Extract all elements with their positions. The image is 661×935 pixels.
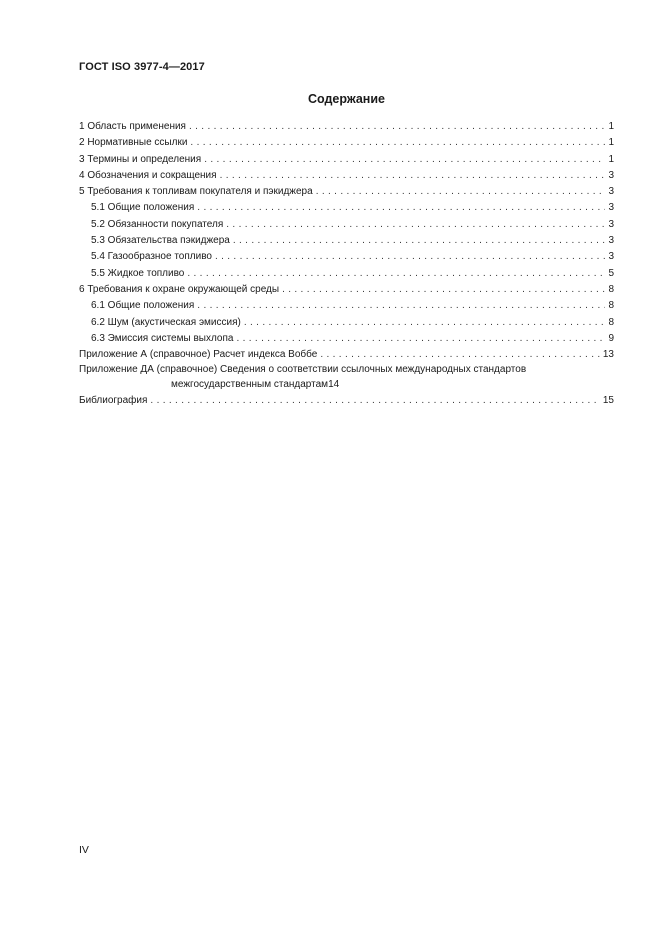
toc-entry-label-line2: межгосударственным стандартам: [171, 379, 329, 391]
toc-leader-dots: [233, 233, 605, 249]
toc-leader-dots: [204, 152, 605, 168]
toc-entry-page: 3: [608, 235, 614, 247]
toc-subentry[interactable]: [79, 331, 614, 347]
toc-entry-page: 3: [608, 251, 614, 263]
toc-entry-label: 5.5 Жидкое топливо: [91, 267, 185, 279]
toc-entry-label: 6.2 Шум (акустическая эмиссия): [91, 316, 241, 328]
toc-entry-page: 8: [608, 283, 614, 295]
toc-entry-label: Приложение А (справочное) Расчет индекса Воббе: [79, 349, 318, 361]
toc-entry[interactable]: [79, 119, 614, 135]
toc-entry-label: 1 Область применения: [79, 121, 186, 132]
toc-leader-dots: [236, 331, 605, 347]
toc-subentry[interactable]: [79, 298, 614, 314]
toc-entry-label: 5.3 Обязательства пэкиджера: [91, 235, 230, 247]
toc-entry-label-line1: Приложение ДА (справочное) Сведения о соответствии ссылочных международных стандартов: [79, 364, 527, 376]
toc-subentry[interactable]: [79, 249, 614, 265]
toc-entry-label: 5.2 Обязанности покупателя: [91, 218, 224, 230]
toc-entry-label: 6 Требования к охране окружающей среды: [79, 283, 280, 295]
toc-leader-dots: [150, 393, 599, 409]
toc-entry-page: 3: [608, 202, 614, 214]
toc-entry-page: 3: [608, 186, 614, 198]
toc-entry-page: 8: [608, 316, 614, 328]
toc-leader-dots: [220, 168, 605, 184]
toc-subentry[interactable]: [79, 266, 614, 282]
toc-leader-dots: [226, 217, 605, 233]
toc-entry-label: 6.3 Эмиссия системы выхлопа: [91, 332, 234, 344]
toc-entry-page: 5: [608, 267, 614, 279]
toc-entry[interactable]: [79, 152, 614, 168]
toc-entry-page: 1: [608, 121, 614, 132]
table-of-contents: [79, 119, 614, 410]
toc-leader-dots: [244, 315, 605, 331]
toc-leader-dots: [215, 249, 605, 265]
toc-entry-label: 4 Обозначения и сокращения: [79, 169, 217, 181]
toc-entry-label: 3 Термины и определения: [79, 153, 202, 165]
toc-entry[interactable]: [79, 184, 614, 200]
toc-entry-label: 2 Нормативные ссылки: [79, 137, 188, 149]
toc-entry-page: 9: [608, 332, 614, 344]
toc-subentry[interactable]: [79, 200, 614, 216]
toc-leader-dots: [197, 298, 605, 314]
toc-entry[interactable]: [79, 282, 614, 298]
toc-entry-page: 1: [608, 153, 614, 165]
page-number: IV: [79, 844, 89, 856]
document-header: ГОСТ ISO 3977-4—2017: [79, 61, 205, 73]
toc-leader-dots: [190, 135, 605, 151]
toc-subentry[interactable]: [79, 217, 614, 233]
toc-subentry[interactable]: [79, 315, 614, 331]
toc-entry-page: 8: [608, 300, 614, 312]
toc-entry-page: 15: [602, 395, 614, 407]
toc-entry-page: 14: [328, 379, 340, 391]
toc-leader-dots: [320, 347, 600, 363]
toc-entry-label: 6.1 Общие положения: [91, 300, 195, 312]
toc-leader-dots: [282, 282, 605, 298]
toc-entry[interactable]: [79, 135, 614, 151]
toc-entry-label: 5.1 Общие положения: [91, 202, 195, 214]
toc-entry-page: 3: [608, 169, 614, 181]
toc-leader-dots: [187, 266, 605, 282]
toc-entry-page: 3: [608, 218, 614, 230]
toc-entry-appendix-da[interactable]: [79, 363, 614, 393]
toc-entry-label: Библиография: [79, 395, 148, 407]
toc-entry-continuation: [79, 377, 614, 393]
toc-entry-page: 1: [608, 137, 614, 149]
toc-entry-appendix-a[interactable]: [79, 347, 614, 363]
toc-title: Содержание: [307, 92, 385, 106]
toc-leader-dots: [189, 119, 605, 135]
toc-entry-label: 5.4 Газообразное топливо: [91, 251, 212, 263]
toc-subentry[interactable]: [79, 233, 614, 249]
toc-entry-bibliography[interactable]: [79, 393, 614, 409]
toc-leader-dots: [316, 184, 605, 200]
toc-entry[interactable]: [79, 168, 614, 184]
toc-entry-page: 13: [602, 349, 614, 361]
toc-entry-label: 5 Требования к топливам покупателя и пэкиджера: [79, 186, 313, 198]
toc-leader-dots: [197, 200, 605, 216]
